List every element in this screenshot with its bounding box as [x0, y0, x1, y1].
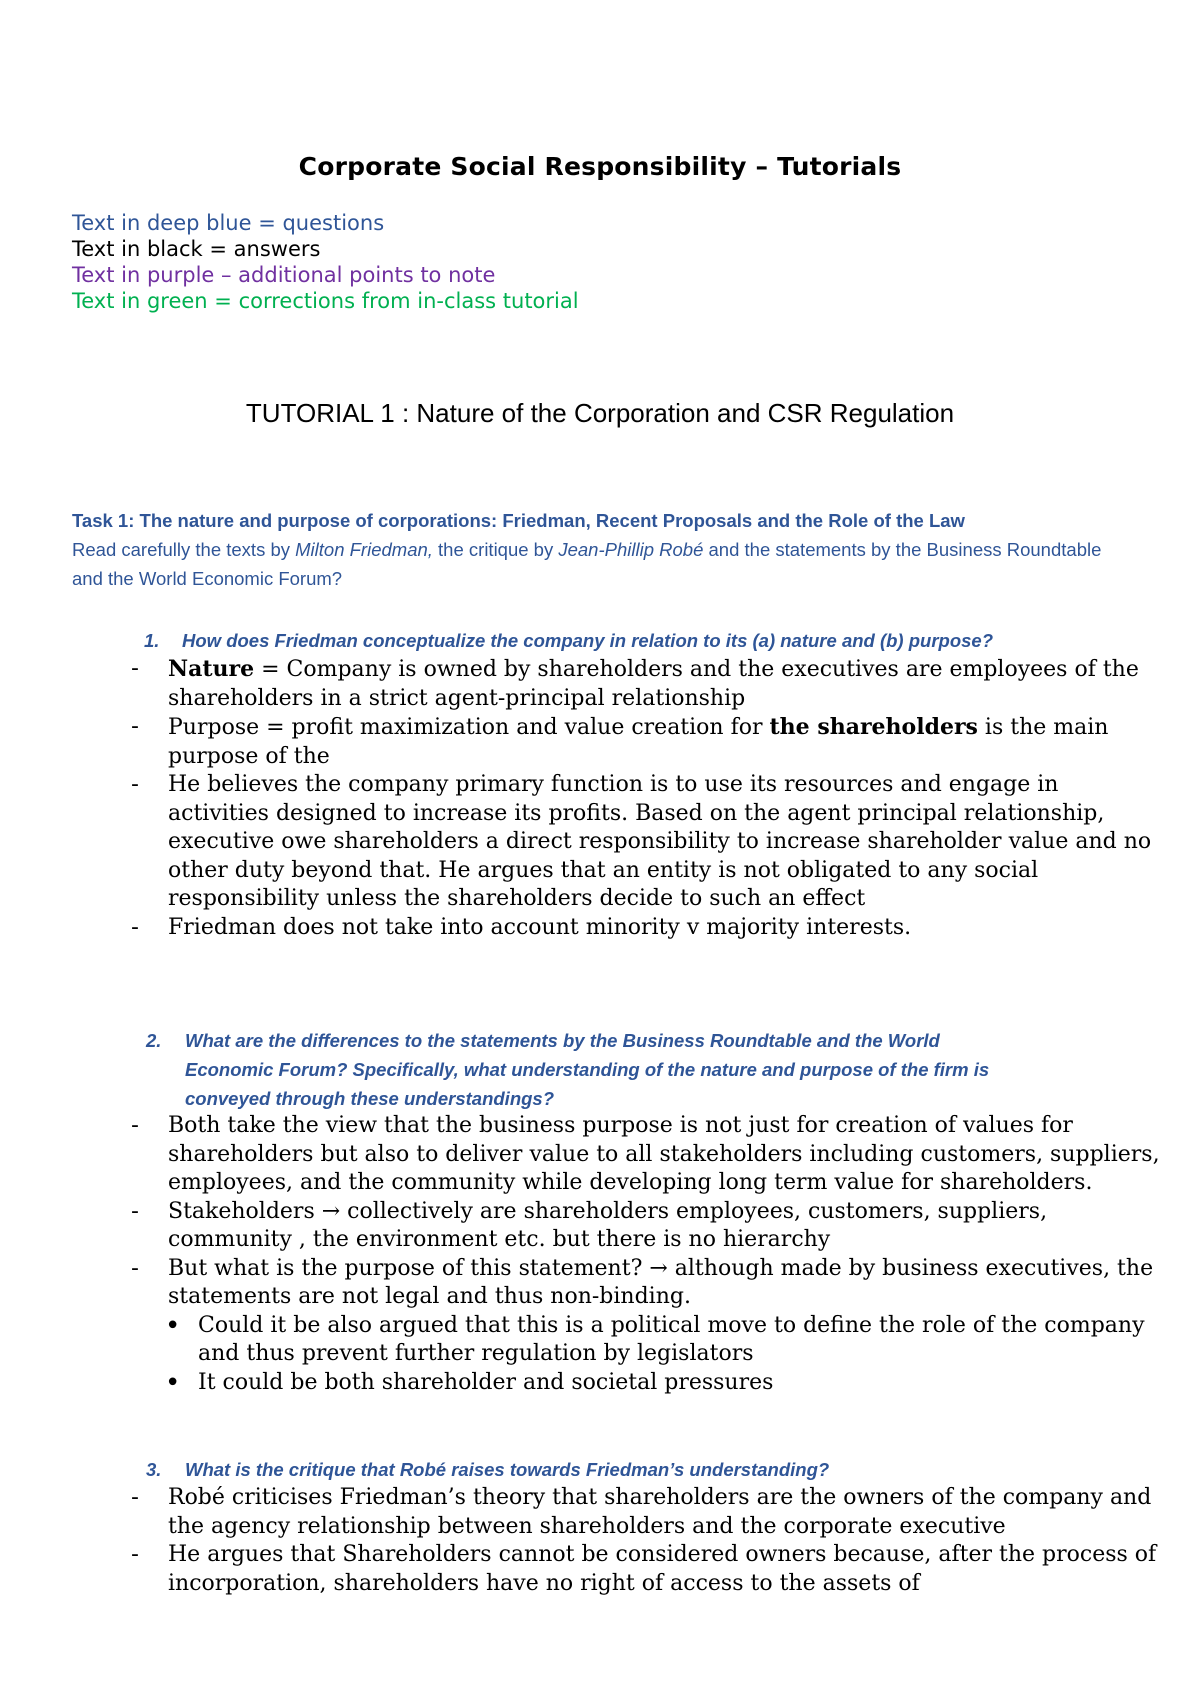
question-3-answers — [125, 1484, 1165, 1598]
task-intro-part-2: the critique by — [432, 539, 559, 560]
answer-term-nature: Nature — [168, 656, 255, 682]
list-item — [125, 1255, 1165, 1398]
legend-green: Text in green = corrections from in-class tutorial — [72, 289, 579, 313]
task-intro-part-3: and the statements by the Business Roundtable and the World Economic Forum? — [72, 539, 1102, 589]
sub-list-item: • Could it be also argued that this is a political move to define the role of the company and thus prevent further regulation by legislators — [125, 1312, 1165, 1369]
question-3-number: 3. — [146, 1459, 162, 1480]
answer-text: = Company is owned by shareholders and the executives are employees of the shareholders in a strict agent-principal relationship — [168, 657, 1139, 711]
answer-text: But what is the purpose of this statement? → although made by business executives, the statements are not legal and thus non-binding. — [168, 1255, 1154, 1309]
list-item — [125, 655, 1165, 713]
document-title: Corporate Social Responsibility – Tutorials — [298, 152, 902, 181]
question-2-line-1: What are the differences to the statements by the Business Roundtable and the World — [185, 1030, 940, 1051]
answer-text: Purpose = profit maximization and value creation for — [168, 715, 770, 740]
answer-emphasis: the shareholders — [769, 714, 978, 740]
legend-purple: Text in purple – additional points to note — [72, 263, 496, 287]
question-1-answers — [125, 655, 1165, 942]
question-3-text: What is the critique that Robé raises towards Friedman’s understanding? — [185, 1459, 830, 1480]
task-intro — [72, 535, 1132, 593]
question-2-line-2: Economic Forum? Specifically, what understanding of the nature and purpose of the firm is — [185, 1059, 990, 1080]
task-heading: Task 1: The nature and purpose of corporations: Friedman, Recent Proposals and the Role of the Law — [72, 510, 965, 531]
list-item: - Stakeholders → collectively are shareholders employees, customers, suppliers, community , the environment etc. but there is no hierarchy — [125, 1198, 1165, 1255]
list-item: - He believes the company primary function is to use its resources and engage in activities designed to increase its profits. Based on the agent principal relationship, executive owe shareholders a direct responsibility to increase shareholder value and no other duty beyond that. He argues that an entity is not obligated to any social responsibility unless the shareholders decide to such an effect — [125, 771, 1165, 914]
question-2-answers — [125, 1112, 1165, 1397]
question-2-line-3: conveyed through these understandings? — [185, 1088, 555, 1109]
question-1-number: 1. — [144, 630, 160, 651]
sub-list — [125, 1312, 1165, 1398]
task-1 — [72, 506, 1132, 593]
question-2-number: 2. — [146, 1030, 162, 1051]
tutorial-heading: TUTORIAL 1 : Nature of the Corporation and CSR Regulation — [245, 398, 955, 428]
question-1-text: How does Friedman conceptualize the company in relation to its (a) nature and (b) purpose? — [182, 630, 994, 651]
legend-blue: Text in deep blue = questions — [72, 211, 385, 235]
legend-black: Text in black = answers — [72, 237, 321, 261]
list-item: - Friedman does not take into account minority v majority interests. — [125, 914, 1165, 943]
task-intro-part-1: Read carefully the texts by — [72, 539, 296, 560]
list-item: - Both take the view that the business purpose is not just for creation of values for shareholders but also to deliver value to all stakeholders including customers, suppliers, employees, and the community while developing long term value for shareholders. — [125, 1112, 1165, 1198]
list-item: - He argues that Shareholders cannot be considered owners because, after the process of incorporation, shareholders have no right of access to the assets of — [125, 1541, 1165, 1598]
answer-text: is the main purpose of the — [168, 715, 1109, 769]
color-legend — [72, 210, 579, 314]
list-item: - Robé criticises Friedman’s theory that shareholders are the owners of the company and the agency relationship between shareholders and the corporate executive — [125, 1484, 1165, 1541]
sub-list-item: • It could be both shareholder and societal pressures — [125, 1369, 1165, 1398]
list-item — [125, 713, 1165, 771]
task-author-robe: Jean-Phillip Robé — [558, 539, 704, 560]
task-author-friedman: Milton Friedman, — [295, 539, 433, 560]
